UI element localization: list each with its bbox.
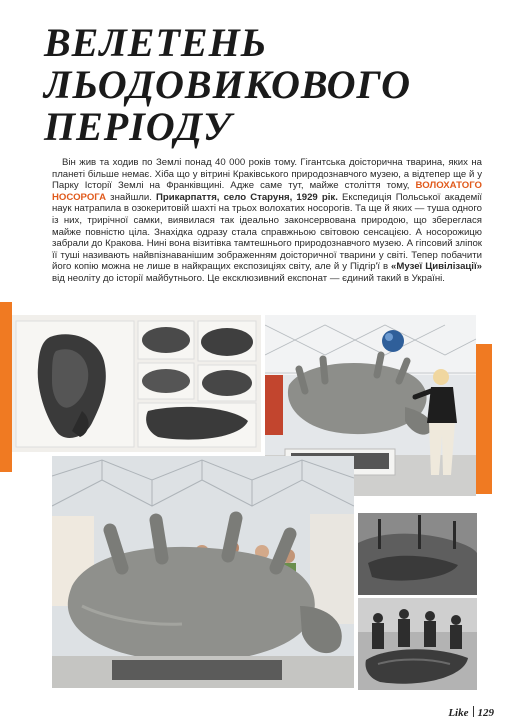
accent-bar-left xyxy=(0,302,12,472)
title-line-3: ПЕРІОДУ xyxy=(44,104,232,149)
excavation-image-bottom xyxy=(358,598,477,690)
excavation-photo-bottom xyxy=(358,598,477,690)
rhino-visitors-image xyxy=(52,456,354,688)
article-body xyxy=(52,157,482,285)
excavation-photo-top xyxy=(358,513,477,595)
article-text-1: Він жив та ходив по Землі понад 40 000 років тому. Гігантська доісторична тварина, яких на планеті більше немає. Хіба що у вітрині Краківського природознавчого музею, а відтепер ще й у Парку Історії Землі на Франківщині. Адже саме тут, майже століття тому, xyxy=(52,157,482,192)
magazine-brand: Like xyxy=(448,707,469,719)
highlight-rhino: ВОЛОХАТОГО НОСОРОГА xyxy=(52,180,482,203)
article-museum-name: «Музеї Цивілізації» xyxy=(391,261,483,273)
article-place-date: Прикарпаття, село Старуня, 1929 рік. xyxy=(156,191,338,203)
page-number: 129 xyxy=(477,707,494,719)
article-text-2: знайшли. xyxy=(110,191,152,203)
archival-fossil-photo xyxy=(12,315,261,452)
title-line-2: ЛЬОДОВИКОВОГО xyxy=(44,62,412,107)
title-line-1: ВЕЛЕТЕНЬ xyxy=(44,20,268,65)
footer-divider xyxy=(473,706,474,717)
rhino-dome-photo xyxy=(52,456,354,688)
fossil-scans-image xyxy=(12,315,261,452)
excavation-image-top xyxy=(358,513,477,595)
article-title xyxy=(44,22,484,148)
page-footer xyxy=(448,706,494,719)
accent-bar-right xyxy=(476,344,492,494)
article-text-4: від неоліту до історії майбутнього. Це ексклюзивний експонат — єдиний такий в Україні. xyxy=(52,272,445,284)
article-text-3: Експедиція Польської академії наук натрапила в озокеритовій шахті на трьох волохатих носорогів. Та ще й яких — туша одного із них, трирічної самки, виявилася так ідеально законсервована природою, що збереглася майже повністю ціла. Знахідка одразу стала справжньою світовою сенсацією. А носорожицю забрали до Кракова. Нині вона візитівка тамтешнього природознавчого музею. А гіпсовий зліпок її туші називають найвпізнаванішим зображенням доісторичної тварини у світі. Тепер побачити його копію можна не лише в найкращих експозиціях світу, але й у Підгір'ї в xyxy=(52,191,482,273)
